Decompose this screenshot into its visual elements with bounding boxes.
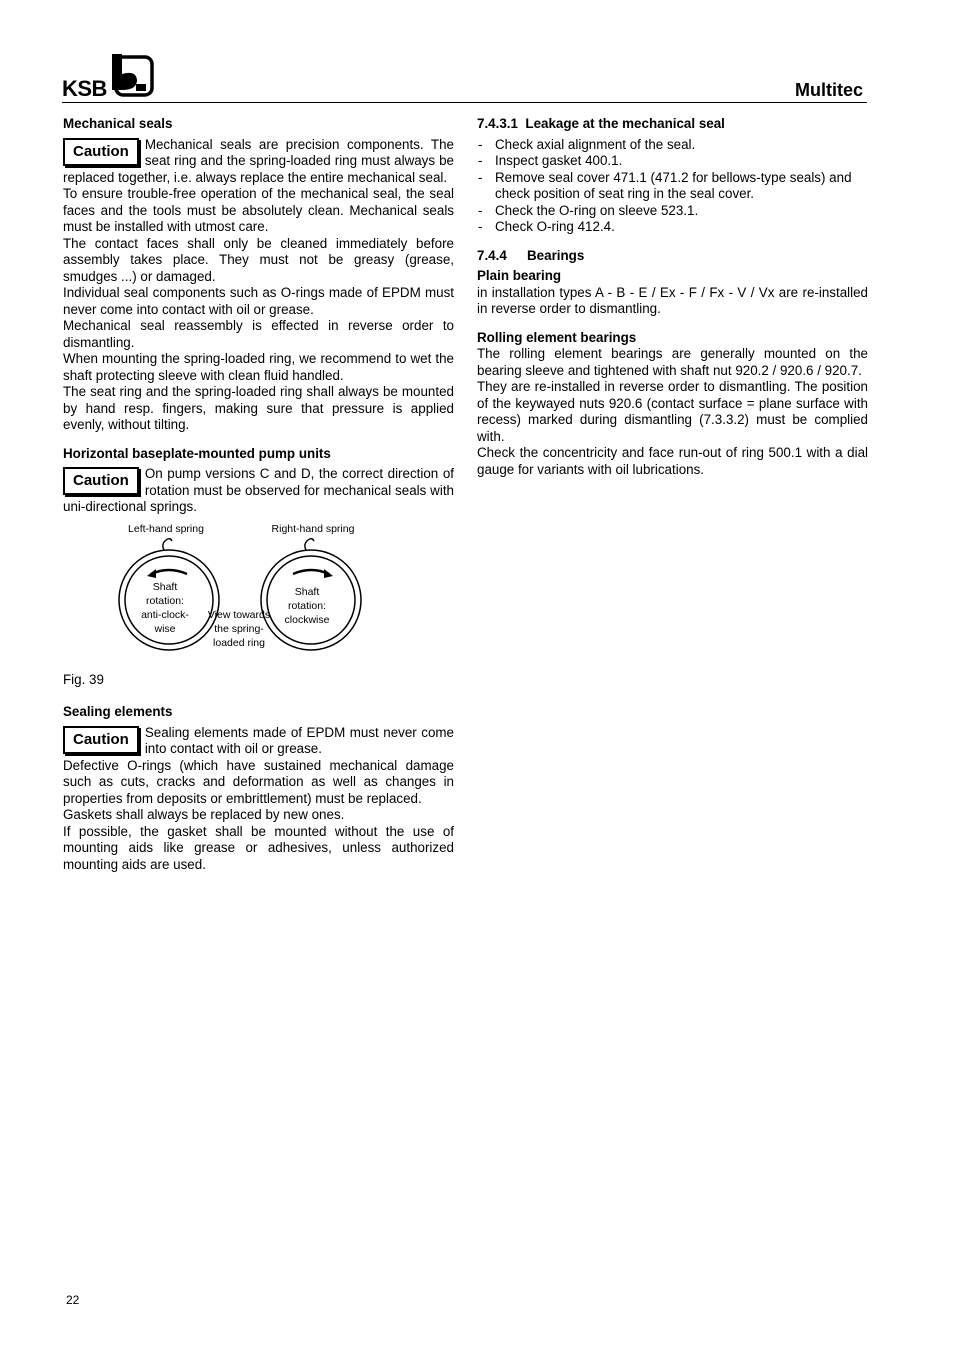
document-title: Multitec	[794, 80, 863, 100]
paragraph: If possible, the gasket shall be mounted without the use of mounting aids like grease or adhesives, unless authorized mounting aids are used.	[63, 823, 454, 872]
right-spring-label: Right-hand spring	[271, 522, 355, 535]
bearings-heading	[477, 248, 868, 265]
caution-text: Sealing elements made of EPDM must never come into contact with oil or grease.	[144, 724, 454, 756]
paragraph: The contact faces shall only be cleaned immediately before assembly takes place. They must not be greasy (grease, smudges ...) or damaged.	[63, 235, 454, 284]
list-item: - Check axial alignment of the seal.	[477, 137, 868, 154]
section-title: Bearings	[527, 247, 585, 263]
caution-text: On pump versions C and D, the correct direction of rotation must be observed for mechanical seals with uni-directional springs.	[63, 466, 454, 514]
paragraph: The rolling element bearings are generally mounted on the bearing sleeve and tightened with shaft nut 920.2 / 920.6 / 920.7.	[477, 346, 868, 378]
paragraph: When mounting the spring-loaded ring, we recommend to wet the shaft protecting sleeve with clean fluid handled.	[63, 351, 454, 383]
right-rotation-label: Shaft rotation: clockwise	[284, 585, 330, 626]
list-item: - Check O-ring 412.4.	[477, 219, 868, 236]
left-rotation-label: Shaft rotation: anti-clock- wise	[141, 580, 189, 635]
leakage-heading	[477, 116, 868, 133]
paragraph: The seat ring and the spring-loaded ring shall always be mounted by hand resp. fingers, making sure that pressure is applied evenly, without tilting.	[63, 384, 454, 432]
list-item: - Remove seal cover 471.1 (471.2 for bellows-type seals) and check position of seat ring in the seal cover.	[477, 170, 868, 203]
paragraph: Individual seal components such as O-rings made of EPDM must never come into contact with oil or grease.	[63, 285, 454, 317]
paragraph: Check the concentricity and face run-out of ring 500.1 with a dial gauge for variants with oil lubrications.	[477, 445, 868, 477]
caution-label: Caution	[63, 467, 139, 495]
ksb-logo-icon	[110, 54, 156, 98]
rolling-bearing-heading: Rolling element bearings	[477, 329, 637, 345]
figure-39	[63, 522, 454, 668]
plain-bearing-heading: Plain bearing	[477, 268, 562, 283]
paragraph: They are re-installed in reverse order to dismantling. The position of the keywayed nuts 920.6 (contact surface = plane surface with recess) marked during dismantling (7.3.3.2) must be complied with.	[477, 379, 868, 444]
caution-label: Caution	[63, 726, 139, 754]
caution-label: Caution	[63, 138, 139, 166]
paragraph: Defective O-rings (which have sustained mechanical damage such as cuts, cracks and deformation as well as changes in properties from deposits or embrittlement) must be replaced.	[63, 757, 454, 806]
paragraph: in installation types A - B - E / Ex - F / Fx - V / Vx are re-installed in reverse order to dismantling.	[477, 284, 868, 316]
page-number: 22	[66, 1293, 80, 1307]
sealing-heading: Sealing elements	[63, 704, 173, 719]
horizontal-caution-block	[63, 466, 454, 516]
horizontal-heading: Horizontal baseplate-mounted pump units	[63, 445, 331, 461]
header-rule	[62, 102, 867, 103]
left-column	[63, 116, 454, 873]
view-direction-label: View towards the spring- loaded ring	[207, 608, 271, 649]
leakage-list	[477, 137, 868, 236]
right-column	[477, 116, 868, 478]
logo-text: KSB	[62, 76, 107, 101]
section-number: 7.4.4	[477, 247, 507, 263]
left-spring-label: Left-hand spring	[128, 522, 204, 535]
mech-seals-heading: Mechanical seals	[63, 116, 173, 131]
section-title: Leakage at the mechanical seal	[525, 116, 725, 131]
section-number: 7.4.3.1	[477, 116, 518, 131]
page-header	[62, 54, 867, 104]
list-item: - Inspect gasket 400.1.	[477, 153, 868, 170]
list-item: - Check the O-ring on sleeve 523.1.	[477, 203, 868, 220]
caution-text: Mechanical seals are precision components. The seat ring and the spring-loaded ring must always be replaced together, i.e. always replace the entire mechanical seal.	[63, 136, 454, 185]
figure-caption: Fig. 39	[63, 671, 104, 687]
paragraph: Gaskets shall always be replaced by new ones.	[63, 807, 345, 822]
paragraph: To ensure trouble-free operation of the mechanical seal, the seal faces and the tools must be absolutely clean. Mechanical seals must be installed with utmost care.	[63, 186, 454, 234]
mech-seals-caution-block	[63, 137, 454, 187]
sealing-caution-block	[63, 725, 454, 758]
paragraph: Mechanical seal reassembly is effected in reverse order to dismantling.	[63, 318, 454, 350]
